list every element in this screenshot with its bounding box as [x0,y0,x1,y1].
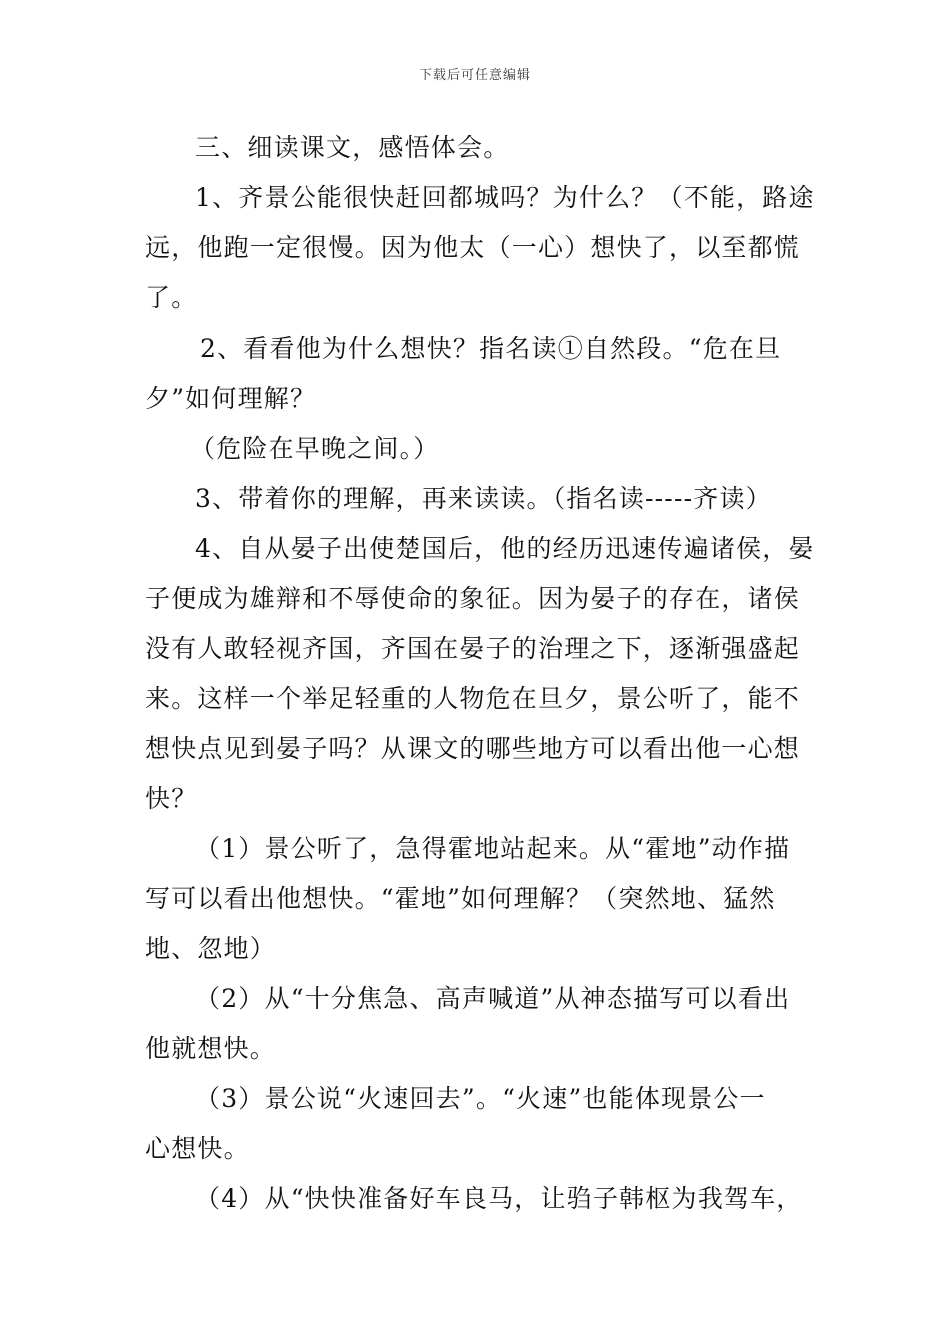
paragraph-line: （4）从“快快准备好车良马，让驺子韩枢为我驾车， [195,1184,803,1213]
section-heading: 三、细读课文，感悟体会。 [195,133,510,162]
paragraph-line: 心想快。 [145,1134,250,1163]
paragraph-line: 夕”如何理解？ [145,384,317,413]
page-header: 下载后可任意编辑 [418,68,531,83]
paragraph-line: 了。 [145,283,198,312]
paragraph-line: 他就想快。 [145,1034,277,1063]
paragraph-line: 远，他跑一定很慢。因为他太（一心）想快了，以至都慌 [145,233,801,262]
paragraph-line: （3）景公说“火速回去”。“火速”也能体现景公一 [195,1084,766,1113]
paragraph-line: 没有人敢轻视齐国，齐国在晏子的治理之下，逐渐强盛起 [145,634,801,663]
paragraph-line: 3、带着你的理解，再来读读。（指名读-----齐读） [195,484,772,513]
paragraph-line: 4、自从晏子出使楚国后，他的经历迅速传遍诸侯，晏 [195,534,815,563]
paragraph-line: 2、看看他为什么想快？指名读①自然段。“危在旦 [200,334,782,363]
paragraph-line: 地、忽地） [145,934,277,963]
paragraph-line: （2）从“十分焦急、高声喊道”从神态描写可以看出 [195,984,791,1013]
paragraph-line: 1、齐景公能很快赶回都城吗？为什么？（不能，路途 [195,183,815,212]
paragraph-line: 写可以看出他想快。“霍地”如何理解？（突然地、猛然 [145,884,776,913]
paragraph-line: （危险在早晚之间。） [190,434,440,463]
paragraph-line: （1）景公听了，急得霍地站起来。从“霍地”动作描 [195,834,791,863]
paragraph-line: 来。这样一个举足轻重的人物危在旦夕，景公听了，能不 [145,684,801,713]
paragraph-line: 快？ [145,784,198,813]
paragraph-line: 想快点见到晏子吗？从课文的哪些地方可以看出他一心想 [145,734,801,763]
paragraph-line: 子便成为雄辩和不辱使命的象征。因为晏子的存在，诸侯 [145,584,801,613]
